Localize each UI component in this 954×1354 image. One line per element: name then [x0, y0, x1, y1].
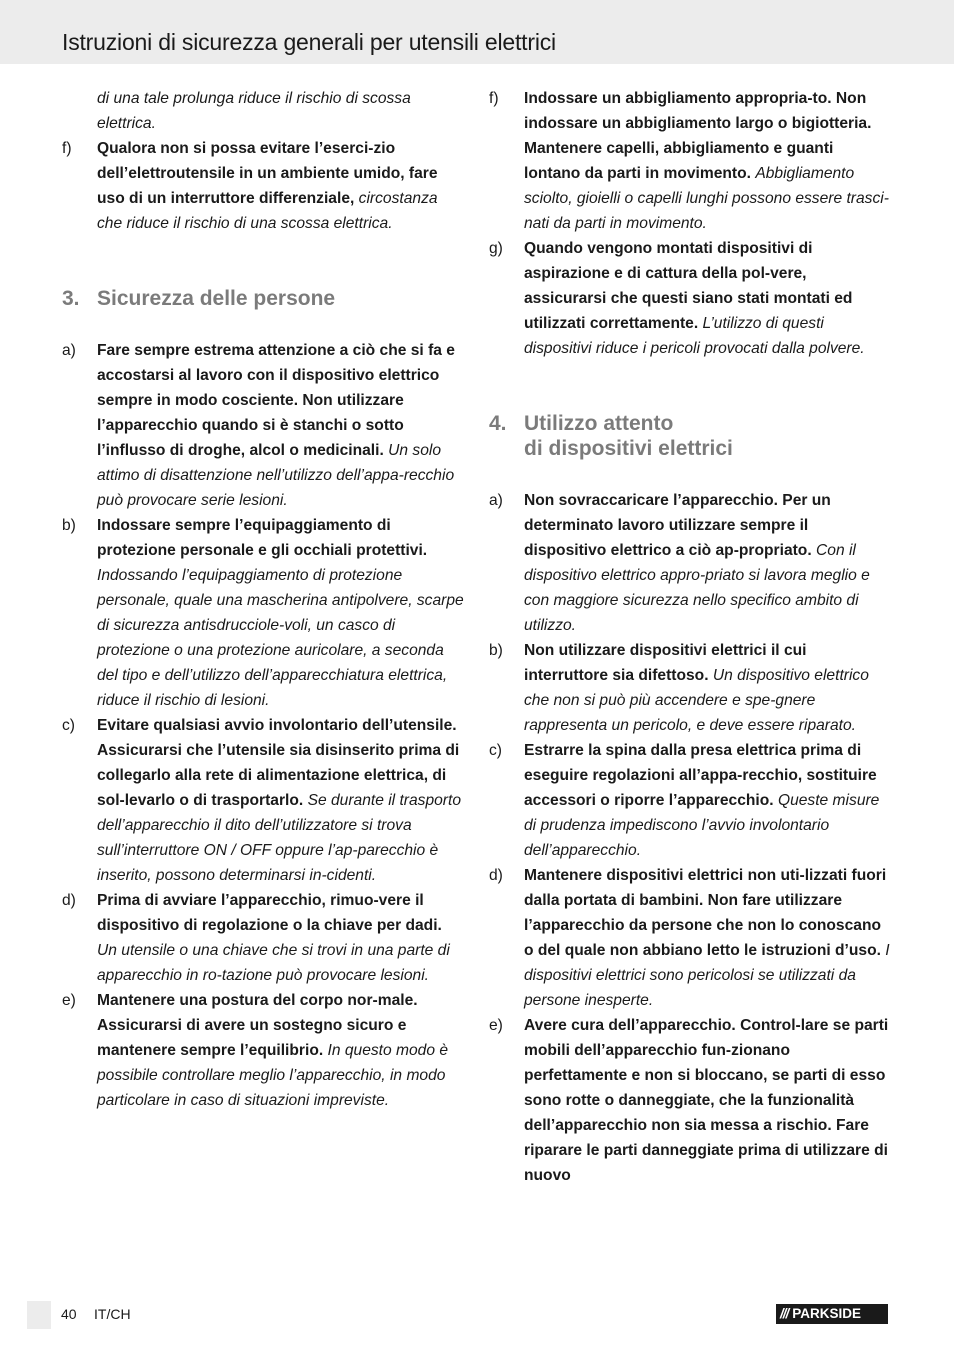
page-title: Istruzioni di sicurezza generali per utensili elettrici: [62, 29, 556, 55]
item-label: f): [489, 90, 499, 107]
item-italic-text: Queste misure di prudenza impediscono l’avvio involontario dell’apparecchio.: [524, 792, 880, 859]
footer-marker: [27, 1301, 51, 1329]
list-item: [489, 1013, 893, 1188]
item-label: e): [489, 1017, 503, 1034]
item-bold-text: Estrarre la spina dalla presa elettrica prima di eseguire regolazioni all’appa-recchio, sostituire accessori o riporre l’apparecchio.: [524, 742, 877, 809]
list-item: [489, 236, 893, 361]
item-italic-text: Un utensile o una chiave che si trovi in una parte di apparecchio in ro-tazione può provocare lesioni.: [97, 942, 450, 984]
item-bold-text: Mantenere dispositivi elettrici non uti-lizzati fuori dalla portata di bambini. Non fare utilizzare l’apparecchio da persone che non lo conoscano o del quale non abbiano letto le istruzioni d’uso.: [524, 867, 887, 959]
item-italic-text: In questo modo è possibile controllare meglio l’apparecchio, in modo particolare in caso di situazioni impreviste.: [97, 1042, 449, 1109]
section-heading: [62, 286, 466, 311]
item-bold-text: Non sovraccaricare l’apparecchio. Per un determinato lavoro utilizzare sempre il dispositivo elettrico a ciò ap-propriato.: [524, 492, 831, 559]
item-bold-text: Mantenere una postura del corpo nor-male. Assicurarsi di avere un sostegno sicuro e mantenere sempre l’equilibrio.: [97, 992, 418, 1059]
left-column: [62, 86, 466, 1113]
item-label: c): [62, 717, 75, 734]
brand-name: PARKSIDE: [792, 1306, 862, 1321]
item-italic-text: Un solo attimo di disattenzione nell’utilizzo dell’appa-recchio può provocare serie lesioni.: [97, 442, 455, 509]
list-item: [62, 713, 466, 888]
brand-logo: [776, 1304, 888, 1324]
language-code: IT/CH: [94, 1306, 131, 1322]
list-item: [489, 863, 893, 1013]
item-italic-text: Se durante il trasporto dell’apparecchio il dito dell’utilizzatore si trova sull’interruttore ON / OFF oppure l’ap-parecchio è inserito, possono determinarsi in-cidenti.: [97, 792, 462, 884]
item-bold-text: Indossare sempre l’equipaggiamento di protezione personale e gli occhiali protettivi.: [97, 517, 428, 559]
list-item: [489, 638, 893, 738]
list-item: [62, 888, 466, 988]
item-italic-text: Indossando l’equipaggiamento di protezione personale, quale una mascherina antipolvere, scarpe di sicurezza antisdrucciole-voli, un casco di protezione o una protezione auricolare, a seconda del tipo e dell’utilizzo dell’apparecchiatura elettrica, riduce il rischio di lesioni.: [97, 567, 464, 709]
section-heading: [489, 411, 893, 461]
item-italic-text: Abbigliamento sciolto, gioielli o capelli lunghi possono essere trasci-nati da parti in movimento.: [524, 165, 889, 232]
list-item: [489, 86, 893, 236]
list-item: [62, 136, 466, 236]
item-italic-text: Con il dispositivo elettrico appro-priato si lavora meglio e con maggiore sicurezza nello specifico ambito di utilizzo.: [524, 542, 870, 634]
item-label: e): [62, 992, 76, 1009]
item-bold-text: Non utilizzare dispositivi elettrici il cui interruttore sia difettoso.: [524, 642, 807, 684]
item-bold-text: Quando vengono montati dispositivi di aspirazione e di cattura della pol-vere, assicurarsi che questi siano stati montati ed utilizzati correttamente.: [524, 240, 853, 332]
item-bold-text: Qualora non si possa evitare l’eserci-zio dell’elettroutensile in un ambiente umido, fare uso di un interruttore differenziale,: [97, 140, 438, 207]
brand-stripes-icon: ///: [780, 1306, 789, 1321]
page-number: 40: [61, 1306, 77, 1322]
list-item: [62, 338, 466, 513]
section-number: 4.: [489, 412, 507, 435]
item-italic-text: circostanza che riduce il rischio di una scossa elettrica.: [97, 190, 438, 232]
item-label: g): [489, 240, 503, 257]
item-label: b): [489, 642, 503, 659]
item-bold-text: Prima di avviare l’apparecchio, rimuo-vere il dispositivo di regolazione o la chiave per dadi.: [97, 892, 442, 934]
item-label: d): [489, 867, 503, 884]
section-title: Sicurezza delle persone: [97, 287, 336, 310]
item-label: f): [62, 140, 72, 157]
item-label: a): [489, 492, 503, 509]
list-item: [489, 488, 893, 638]
item-bold-text: Fare sempre estrema attenzione a ciò che si fa e accostarsi al lavoro con il dispositivo elettrico sempre in modo cosciente. Non utilizzare l’apparecchio quando si è stanchi o sotto l’influsso di droghe, alcol o medicinali.: [97, 342, 455, 459]
section-number: 3.: [62, 287, 80, 310]
item-label: b): [62, 517, 76, 534]
item-italic-text: L’utilizzo di questi dispositivi riduce i pericoli provocati dalla polvere.: [524, 315, 865, 357]
page-header: [0, 0, 954, 64]
item-label: a): [62, 342, 76, 359]
section-title-line-1: Utilizzo attento: [524, 412, 674, 435]
item-label: c): [489, 742, 502, 759]
list-item: [62, 988, 466, 1113]
item-bold-text: Indossare un abbigliamento appropria-to. Non indossare un abbigliamento largo o bigiotteria. Mantenere capelli, abbigliamento e guanti lontano da parti in movimento.: [524, 90, 872, 182]
section-title-line-2: di dispositivi elettrici: [524, 437, 733, 460]
item-label: d): [62, 892, 76, 909]
list-item: [489, 738, 893, 863]
item-italic-text: Un dispositivo elettrico che non si può più accendere e spe-gnere rappresenta un pericolo, e deve essere riparato.: [524, 667, 869, 734]
item-bold-text: Avere cura dell’apparecchio. Control-lare se parti mobili dell’apparecchio fun-zionano perfettamente e non si bloccano, se parti di esso sono rotte o danneggiate, che la funzionalità dell’apparecchio non sia messa a rischio. Fare riparare le parti danneggiate prima di utilizzare di nuovo: [524, 1017, 889, 1184]
intro-text: di una tale prolunga riduce il rischio di scossa elettrica.: [97, 90, 411, 132]
right-column: [489, 86, 893, 1188]
list-item: [62, 513, 466, 713]
item-italic-text: I dispositivi elettrici sono pericolosi se utilizzati da persone inesperte.: [524, 942, 890, 1009]
item-bold-text: Evitare qualsiasi avvio involontario dell’utensile. Assicurarsi che l’utensile sia disinserito prima di collegarlo alla rete di alimentazione elettrica, di sol-levarlo o di trasportarlo.: [97, 717, 460, 809]
